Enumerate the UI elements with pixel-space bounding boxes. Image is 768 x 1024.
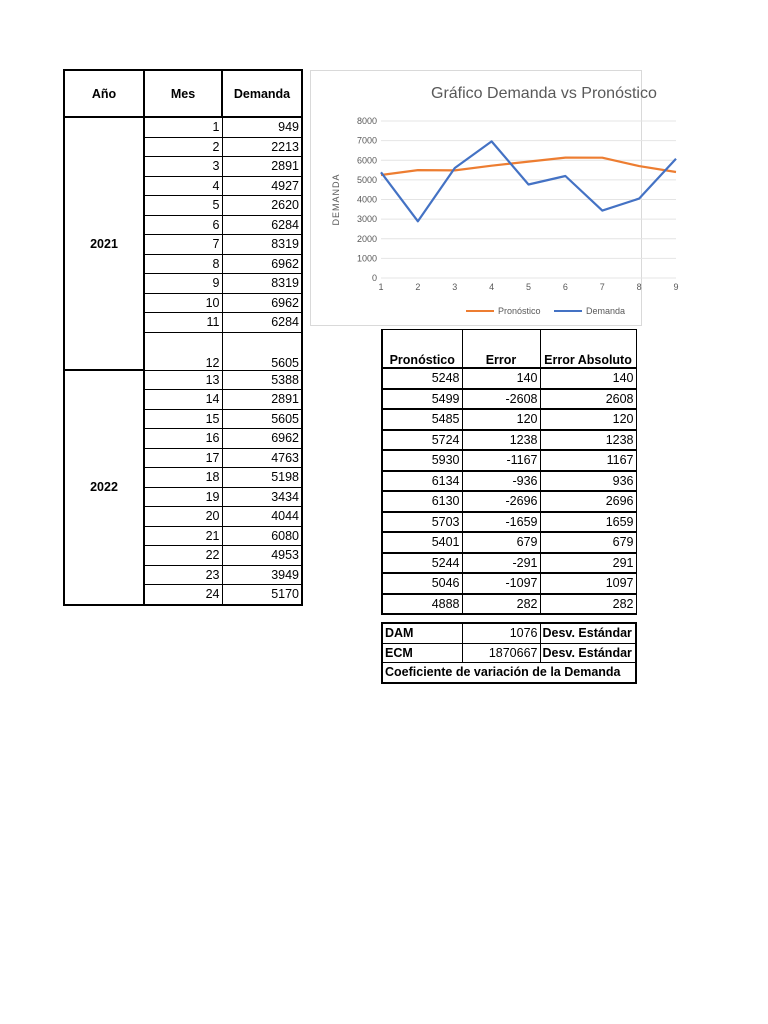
month-cell: 18 — [144, 468, 222, 488]
abs-error-cell: 679 — [540, 532, 636, 553]
x-tick-label: 2 — [415, 282, 421, 292]
abs-error-cell: 120 — [540, 409, 636, 430]
x-tick-label: 8 — [636, 282, 642, 292]
summary-row — [382, 643, 636, 663]
demand-cell: 4927 — [222, 176, 302, 196]
y-tick-label: 4000 — [356, 194, 377, 205]
y-tick-label: 6000 — [356, 155, 377, 166]
legend-label: Demanda — [586, 306, 626, 316]
table-row — [382, 532, 636, 553]
forecast-cell: 6130 — [382, 491, 462, 512]
error-cell: 120 — [462, 409, 540, 430]
abs-error-cell: 2696 — [540, 491, 636, 512]
y-tick-label: 0 — [371, 273, 377, 283]
summary-desc: Desv. Estándar — [540, 643, 636, 663]
header-abs-error: Error Absoluto — [540, 330, 636, 369]
summary-label: ECM — [382, 643, 462, 663]
demand-cell: 5388 — [222, 370, 302, 390]
month-cell: 6 — [144, 215, 222, 235]
table-row — [382, 512, 636, 533]
demand-cell: 2891 — [222, 390, 302, 410]
table-row — [382, 450, 636, 471]
abs-error-cell: 1097 — [540, 573, 636, 594]
table-row — [382, 594, 636, 615]
y-tick-label: 3000 — [356, 214, 377, 225]
forecast-cell: 4888 — [382, 594, 462, 615]
month-cell: 2 — [144, 137, 222, 157]
x-tick-label: 1 — [378, 282, 384, 292]
demand-cell: 6080 — [222, 526, 302, 546]
demand-cell: 2891 — [222, 157, 302, 177]
table-row — [64, 370, 302, 390]
demand-cell: 949 — [222, 117, 302, 137]
table-row — [382, 491, 636, 512]
month-cell: 17 — [144, 448, 222, 468]
month-cell: 12 — [144, 332, 222, 370]
forecast-table — [381, 329, 637, 615]
y-tick-label: 8000 — [356, 116, 377, 126]
demand-cell: 2620 — [222, 196, 302, 216]
table-row — [382, 389, 636, 410]
chart-svg — [311, 71, 679, 325]
forecast-cell: 5401 — [382, 532, 462, 553]
forecast-cell: 5248 — [382, 368, 462, 389]
error-cell: -1097 — [462, 573, 540, 594]
table-row — [382, 368, 636, 389]
table-row — [382, 409, 636, 430]
abs-error-cell: 936 — [540, 471, 636, 492]
month-cell: 4 — [144, 176, 222, 196]
y-tick-label: 1000 — [356, 253, 377, 264]
abs-error-cell: 1659 — [540, 512, 636, 533]
demand-cell: 3434 — [222, 487, 302, 507]
demand-cell: 3949 — [222, 565, 302, 585]
error-cell: -936 — [462, 471, 540, 492]
demand-cell: 5170 — [222, 585, 302, 605]
month-cell: 22 — [144, 546, 222, 566]
header-error: Error — [462, 330, 540, 369]
header-month: Mes — [144, 70, 222, 117]
demand-cell: 4044 — [222, 507, 302, 527]
y-axis-label: DEMANDA — [331, 173, 341, 226]
legend-label: Pronóstico — [498, 306, 541, 316]
error-cell: 1238 — [462, 430, 540, 451]
demand-cell: 5605 — [222, 332, 302, 370]
table-row — [64, 117, 302, 137]
month-cell: 13 — [144, 370, 222, 390]
summary-value: 1870667 — [462, 643, 540, 663]
y-tick-label: 7000 — [356, 135, 377, 146]
month-cell: 14 — [144, 390, 222, 410]
forecast-cell: 5485 — [382, 409, 462, 430]
abs-error-cell: 1167 — [540, 450, 636, 471]
abs-error-cell: 291 — [540, 553, 636, 574]
month-cell: 20 — [144, 507, 222, 527]
demand-cell: 6962 — [222, 254, 302, 274]
summary-label: DAM — [382, 623, 462, 643]
x-tick-label: 5 — [525, 282, 532, 292]
error-cell: -1167 — [462, 450, 540, 471]
forecast-cell: 5499 — [382, 389, 462, 410]
header-forecast: Pronóstico — [382, 330, 462, 369]
demand-cell: 6284 — [222, 215, 302, 235]
forecast-cell: 5046 — [382, 573, 462, 594]
month-cell: 23 — [144, 565, 222, 585]
summary-table — [381, 622, 637, 684]
abs-error-cell: 2608 — [540, 389, 636, 410]
month-cell: 21 — [144, 526, 222, 546]
abs-error-cell: 140 — [540, 368, 636, 389]
summary-row — [382, 623, 636, 643]
x-tick-label: 6 — [562, 282, 568, 292]
x-tick-label: 9 — [673, 282, 679, 292]
month-cell: 1 — [144, 117, 222, 137]
y-tick-label: 5000 — [356, 174, 377, 185]
error-cell: -2608 — [462, 389, 540, 410]
forecast-cell: 5930 — [382, 450, 462, 471]
month-cell: 3 — [144, 157, 222, 177]
month-cell: 11 — [144, 313, 222, 333]
demand-table — [63, 69, 303, 606]
error-cell: 140 — [462, 368, 540, 389]
error-cell: -291 — [462, 553, 540, 574]
demand-forecast-chart — [310, 70, 679, 326]
forecast-cell: 5244 — [382, 553, 462, 574]
table-row — [382, 430, 636, 451]
error-cell: -2696 — [462, 491, 540, 512]
month-cell: 8 — [144, 254, 222, 274]
header-year: Año — [64, 70, 144, 117]
demand-cell: 8319 — [222, 274, 302, 294]
year-cell: 2022 — [64, 370, 144, 605]
header-demand: Demanda — [222, 70, 302, 117]
table-row — [382, 471, 636, 492]
x-tick-label: 7 — [599, 282, 605, 292]
demand-cell: 2213 — [222, 137, 302, 157]
x-tick-label: 4 — [489, 282, 495, 292]
demand-cell: 4953 — [222, 546, 302, 566]
table-row — [382, 573, 636, 594]
table-row — [382, 553, 636, 574]
cv-label: Coeficiente de variación de la Demanda — [382, 663, 636, 683]
forecast-cell: 6134 — [382, 471, 462, 492]
demand-cell: 6284 — [222, 313, 302, 333]
error-cell: -1659 — [462, 512, 540, 533]
error-cell: 679 — [462, 532, 540, 553]
error-cell: 282 — [462, 594, 540, 615]
demand-cell: 6962 — [222, 429, 302, 449]
month-cell: 19 — [144, 487, 222, 507]
year-cell: 2021 — [64, 117, 144, 370]
summary-value: 1076 — [462, 623, 540, 643]
demand-cell: 6962 — [222, 293, 302, 313]
demand-cell: 5605 — [222, 409, 302, 429]
series-line-demand — [381, 141, 676, 221]
demand-cell: 8319 — [222, 235, 302, 255]
abs-error-cell: 1238 — [540, 430, 636, 451]
month-cell: 5 — [144, 196, 222, 216]
month-cell: 9 — [144, 274, 222, 294]
demand-cell: 5198 — [222, 468, 302, 488]
demand-cell: 4763 — [222, 448, 302, 468]
y-tick-label: 2000 — [356, 233, 377, 244]
month-cell: 10 — [144, 293, 222, 313]
forecast-cell: 5724 — [382, 430, 462, 451]
month-cell: 24 — [144, 585, 222, 605]
chart-title: Gráfico Demanda vs Pronóstico — [431, 85, 657, 102]
month-cell: 15 — [144, 409, 222, 429]
summary-row — [382, 663, 636, 683]
x-tick-label: 3 — [452, 282, 458, 292]
month-cell: 16 — [144, 429, 222, 449]
summary-desc: Desv. Estándar — [540, 623, 636, 643]
forecast-cell: 5703 — [382, 512, 462, 533]
month-cell: 7 — [144, 235, 222, 255]
abs-error-cell: 282 — [540, 594, 636, 615]
